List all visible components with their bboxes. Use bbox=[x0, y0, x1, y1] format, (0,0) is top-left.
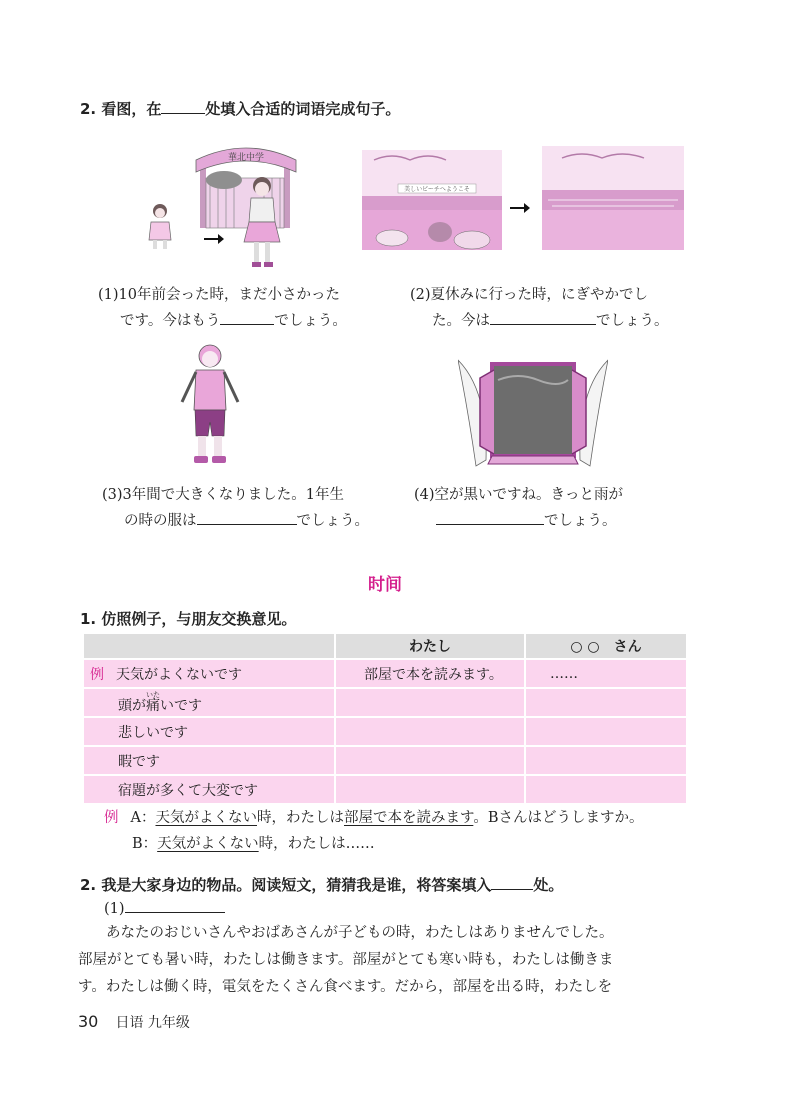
exercise-heading: 2. 看图，在 处填入合适的词语完成句子。 bbox=[80, 100, 401, 118]
answer-blank-1[interactable] bbox=[220, 310, 274, 326]
situation-cell: 頭が痛いたいです bbox=[84, 689, 334, 716]
me-cell[interactable] bbox=[336, 689, 524, 716]
caption-item-3: (3)3年間で大きくなりました。1年生 の時の服は でしょう。 bbox=[102, 487, 369, 529]
busy-beach bbox=[362, 150, 502, 250]
me-cell[interactable] bbox=[336, 776, 524, 803]
me-cell: 部屋で本を読みます。 bbox=[336, 660, 524, 687]
page-number: 30 bbox=[78, 1012, 99, 1031]
caption-item-2: (2)夏休みに行った時，にぎやかでし た。今は でしょう。 bbox=[410, 287, 669, 329]
arrow-icon bbox=[204, 234, 224, 244]
friend-cell[interactable] bbox=[526, 689, 686, 716]
table-row bbox=[84, 660, 686, 687]
table-header-row bbox=[84, 634, 686, 658]
school-gate bbox=[196, 148, 296, 228]
example-mark: 例 bbox=[104, 810, 119, 826]
answer-blank[interactable] bbox=[125, 898, 225, 914]
caption-item-4: (4)空が黒いですね。きっと雨が でしょう。 bbox=[414, 487, 624, 529]
friend-cell[interactable] bbox=[526, 718, 686, 745]
table-row bbox=[84, 689, 686, 716]
example-mark: 例 bbox=[90, 666, 104, 683]
me-cell[interactable] bbox=[336, 718, 524, 745]
picture-open-window bbox=[458, 350, 608, 476]
item-label: (1) bbox=[104, 896, 225, 923]
page-footer bbox=[78, 1012, 190, 1032]
exercise-heading: 2. 我是大家身边的物品。阅读短文，猜猜我是谁，将答案填入 处。 bbox=[80, 876, 564, 894]
small-girl bbox=[149, 204, 171, 249]
empty-beach bbox=[542, 146, 684, 250]
answer-blank-2[interactable] bbox=[490, 310, 596, 326]
situation-cell: 宿題が多くて大変です bbox=[84, 776, 334, 803]
situation-cell: 例 天気がよくないです bbox=[84, 660, 334, 687]
passage-line: す。わたしは働く時，電気をたくさん食べます。だから，部屋を出る時，わたしを bbox=[78, 979, 613, 995]
table-row bbox=[84, 747, 686, 774]
friend-cell[interactable] bbox=[526, 747, 686, 774]
table-header: ○ ○ さん bbox=[526, 634, 686, 658]
dialogue-line-b: B：天気がよくない時，わたしは…… bbox=[132, 836, 375, 852]
caption-item-1: (1)10年前会った時，まだ小さかった です。今はもう でしょう。 bbox=[98, 287, 347, 329]
table-header bbox=[84, 634, 334, 658]
beach-banner-text: 美しいビーチへようこそ bbox=[404, 186, 470, 193]
section-title: 时间 bbox=[368, 575, 402, 595]
me-cell[interactable] bbox=[336, 747, 524, 774]
exercise-heading: 1. 仿照例子，与朋友交换意见。 bbox=[80, 610, 297, 628]
answer-blank-3[interactable] bbox=[197, 510, 297, 526]
reading-passage bbox=[78, 920, 698, 1001]
passage-line: あなたのおじいさんやおばあさんが子どもの時，わたしはありませんでした。 bbox=[106, 925, 614, 941]
picture-boy-small-clothes bbox=[170, 340, 250, 468]
opinion-table bbox=[82, 632, 688, 805]
school-sign-text: 華北中学 bbox=[227, 153, 265, 163]
dialogue-line-a: 例 A：天気がよくない時，わたしは部屋で本を読みます。Bさんはどうしますか。 bbox=[104, 810, 644, 826]
friend-cell: …… bbox=[526, 660, 686, 687]
table-row bbox=[84, 718, 686, 745]
situation-cell: 悲しいです bbox=[84, 718, 334, 745]
picture-beach bbox=[362, 140, 684, 256]
table-row bbox=[84, 776, 686, 803]
friend-cell[interactable] bbox=[526, 776, 686, 803]
table-header: わたし bbox=[336, 634, 524, 658]
situation-cell: 暇です bbox=[84, 747, 334, 774]
example-dialogue bbox=[104, 805, 643, 857]
picture-growing-girl bbox=[138, 138, 304, 272]
arrow-icon bbox=[510, 203, 530, 213]
answer-blank-4[interactable] bbox=[436, 510, 544, 526]
passage-line: 部屋がとても暑い時，わたしは働きます。部屋がとても寒い時も，わたしは働きま bbox=[78, 952, 614, 968]
book-title: 日语 九年级 bbox=[115, 1015, 190, 1031]
